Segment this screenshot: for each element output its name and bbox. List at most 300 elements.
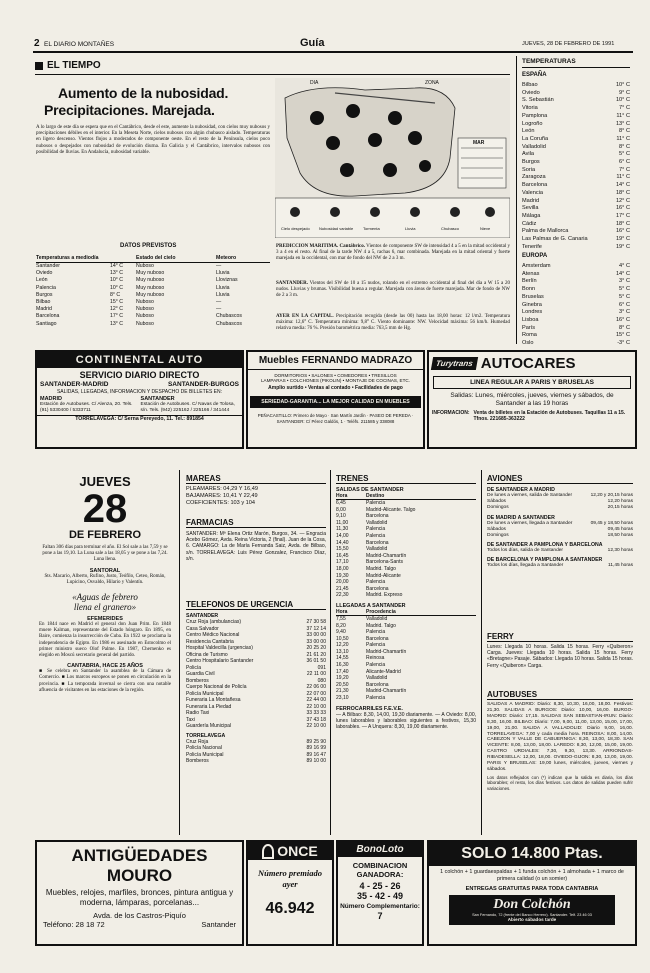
city-temp: 6° C <box>619 301 630 308</box>
datos-cell: 8° C <box>110 291 121 298</box>
temp-row <box>522 228 630 236</box>
city-temp: 18° C <box>615 189 630 196</box>
train-destination: Palencia <box>366 532 386 539</box>
train-destination: Palencia <box>366 526 386 533</box>
phone-number: 37 12 14 <box>306 625 326 632</box>
continental-madrid: MADRID Estación de Autobuses. C/ Alenza, 20. Tels. (91) 5330400 / 5333711 <box>40 396 133 413</box>
datos-cell: Madrid <box>36 306 52 313</box>
phone-label: Hospital Valdecilla (urgencias) <box>186 645 253 651</box>
train-destination: Madrid. Expreso <box>366 592 403 599</box>
datos-header: Temperaturas a mediodía Estado del cielo Meteoro <box>36 254 270 263</box>
autobuses-note: Los datos reflejados con (*) indican que la salida es diaria, los días laborables; el resto, los días festivos. Los datos de salidas pueden sufrir variaciones. <box>487 774 633 791</box>
train-row <box>336 682 476 689</box>
city-name: S. Sebastián <box>522 97 554 104</box>
train-destination: Madrid-Chamartín <box>366 552 407 559</box>
aviones-block <box>487 474 633 570</box>
once-number: 46.942 <box>265 900 315 917</box>
city-temp: 10° C <box>615 82 630 88</box>
train-row <box>336 553 476 560</box>
farmacias-title: FARMACIAS <box>186 518 234 527</box>
temp-row <box>522 121 630 129</box>
datos-cell: Lluvia <box>216 284 230 291</box>
datos-cell: 13° C <box>110 320 124 327</box>
aviones-list <box>487 484 633 570</box>
continental-brand: CONTINENTAL AUTO <box>37 352 242 368</box>
datos-cell: Lluvia <box>216 291 230 298</box>
europa-temps <box>522 263 630 348</box>
datos-cell: — <box>216 299 222 306</box>
once-brand: ONCE <box>248 842 332 860</box>
continental-ad <box>35 350 244 449</box>
datos-title: DATOS PREVISTOS <box>120 243 177 249</box>
temp-row <box>522 167 630 175</box>
phone-number: 33 33 33 <box>306 710 326 716</box>
bonoloto-title: COMBINACION GANADORA: <box>352 861 408 879</box>
datos-cell: 10° C <box>110 277 124 284</box>
cal-weekday: JUEVES <box>79 474 131 489</box>
city-name: Palma de Mallorca <box>522 228 569 235</box>
salidas-title: SALIDAS DE SANTANDER <box>336 487 404 493</box>
datos-cell: Lloviznas <box>216 277 238 284</box>
colchon-hours: Abierto sábados tarde <box>507 917 557 923</box>
train-row <box>336 623 476 630</box>
mareas-block <box>186 474 326 507</box>
city-temp: 11° C <box>616 112 630 119</box>
phone-label: Funeraria La Montañesa <box>186 697 241 703</box>
city-temp: 10° C <box>615 97 630 104</box>
train-row <box>336 546 476 553</box>
flight-time: 09,45 horas <box>607 526 633 532</box>
temp-row <box>522 105 630 113</box>
train-time: 11,00 <box>336 519 349 526</box>
train-row <box>336 636 476 643</box>
city-temp: -3° C <box>617 340 630 347</box>
train-time: 9,10 <box>336 513 346 520</box>
datos-row <box>36 292 270 299</box>
map-label-dia: DIA <box>310 80 319 86</box>
train-destination: Barcelona-Sants <box>366 559 403 566</box>
train-destination: Madrid-Alicante <box>366 572 401 579</box>
flight-row <box>487 548 633 554</box>
colchon-ad <box>427 840 637 946</box>
datos-cell: — <box>216 306 222 313</box>
flight-label: Sábados <box>487 499 506 505</box>
datos-row <box>36 270 270 277</box>
madrazo-footer: PEÑACASTILLO: Primero de Mayo · San Martín Jardín · PASEO DE PEREDA · SANTANDER: C/ Pérez Galdós, 1 · Teléfs. 211585 y 338088 <box>257 413 414 424</box>
city-name: Valladolid <box>522 143 546 150</box>
page-number: 2 <box>34 38 40 49</box>
temp-row <box>522 236 630 244</box>
city-temp: 3° C <box>619 278 630 285</box>
train-time: 9,40 <box>336 629 346 636</box>
phone-label: Centro Médico Nacional <box>186 632 240 638</box>
temp-row <box>522 144 630 152</box>
mouro-text: Muebles, relojes, marfiles, bronces, pintura antigua y moderna, lámparas, porcelanas... <box>45 888 234 907</box>
city-name: Avila <box>522 151 535 158</box>
city-name: Málaga <box>522 212 541 219</box>
farmacias-rule <box>186 527 326 528</box>
datos-row <box>36 285 270 292</box>
train-time: 7,55 <box>336 615 346 622</box>
train-row <box>336 526 476 533</box>
temp-row <box>522 90 630 98</box>
train-row <box>336 592 476 599</box>
temp-row <box>522 325 630 333</box>
llegadas-title: LLEGADAS A SANTANDER <box>336 602 406 609</box>
datos-cell: Nuboso <box>136 320 154 327</box>
datos-rows <box>36 263 270 328</box>
datos-cell: Palencia <box>36 284 56 291</box>
col-divider-3 <box>481 470 482 835</box>
datos-cell: 13° C <box>110 270 124 277</box>
city-name: Cádiz <box>522 220 537 227</box>
train-row <box>336 629 476 636</box>
col-divider-2 <box>330 470 331 835</box>
phone-number: 89 10 00 <box>306 758 326 764</box>
autobuses-rule <box>487 699 633 700</box>
city-name: La Coruña <box>522 135 549 142</box>
continental-footer: TORRELAVEGA: C/ Serna Pereyedo, 11. Tel.: 891854 <box>37 415 242 422</box>
urgencias-santander-title: SANTANDER <box>186 613 219 619</box>
phone-number: 89 16 47 <box>306 751 326 758</box>
urgencias-torrelavega-list <box>186 739 326 765</box>
train-destination: Madrid-Alicante. Talgo <box>366 506 416 513</box>
train-row <box>336 579 476 586</box>
turytrans-header <box>429 352 635 375</box>
city-temp: 14° C <box>615 270 630 277</box>
datos-cell: 15° C <box>110 299 124 306</box>
city-name: Amsterdam <box>522 263 551 269</box>
train-time: 19,20 <box>336 675 349 682</box>
trenes-title: TRENES <box>336 474 369 483</box>
temp-row <box>522 263 630 271</box>
city-temp: 13° C <box>615 120 630 127</box>
phone-number: 36 01 50 <box>306 658 326 664</box>
train-destination: Palencia <box>366 695 386 702</box>
phone-label: Policía Municipal <box>186 690 224 697</box>
train-time: 22,30 <box>336 592 349 599</box>
urgencias-block <box>186 600 326 765</box>
phone-number: 89 16 99 <box>306 745 326 751</box>
flight-time: 09,45 y 18,50 horas <box>590 520 633 526</box>
train-destination: Madrid. Talgo <box>366 565 396 572</box>
train-destination: Barcelona <box>366 585 389 592</box>
mouro-address: Avda. de los Castros-Piquío <box>93 911 186 920</box>
train-destination: Palencia <box>366 629 386 636</box>
header-rule <box>33 51 633 53</box>
datos-cell: Muy nuboso <box>136 270 165 277</box>
train-time: 21,30 <box>336 688 349 695</box>
train-time: 16,45 <box>336 552 349 559</box>
colchon-entregas: ENTREGAS GRATUITAS PARA TODA CANTABRIA <box>465 885 599 892</box>
phone-label: Oficina de Turismo <box>186 651 228 658</box>
flight-row <box>487 563 633 569</box>
mareas-title: MAREAS <box>186 474 221 483</box>
weather-map <box>275 78 510 238</box>
city-temp: 17° C <box>615 212 630 219</box>
city-name: Sevilla <box>522 205 539 212</box>
datos-cell: Nuboso <box>136 313 154 320</box>
city-temp: 7° C <box>619 105 630 112</box>
phone-number: 21 61 20 <box>306 651 326 658</box>
phone-number: 22 10 00 <box>306 703 326 710</box>
train-time: 21,45 <box>336 585 349 592</box>
temp-row <box>522 340 630 348</box>
phone-label: Policía Municipal <box>186 751 224 758</box>
city-name: Vitoria <box>522 105 538 112</box>
temp-row <box>522 213 630 221</box>
train-time: 8,20 <box>336 622 346 629</box>
city-temp: 16° C <box>615 205 630 212</box>
city-temp: 9° C <box>619 89 630 96</box>
train-time: 15,50 <box>336 546 349 553</box>
train-row <box>336 675 476 682</box>
turytrans-brand: Turytrans <box>431 357 478 370</box>
datos-cell: — <box>216 263 222 269</box>
city-temp: 11° C <box>616 135 630 142</box>
legend-4: Lluvia <box>405 226 416 231</box>
phone-number: 37 43 18 <box>306 716 326 723</box>
city-temp: 15° C <box>615 332 630 339</box>
temp-row <box>522 317 630 325</box>
datos-cell: Oviedo <box>36 270 53 277</box>
once-ad <box>246 840 334 946</box>
continental-subtitle: SALIDAS, LLEGADAS, INFORMACION Y DESPACHO DE BILLETES EN: <box>56 389 223 395</box>
train-time: 20,00 <box>336 579 349 586</box>
phone-label: Guardería Municipal <box>186 723 232 729</box>
city-temp: 19° C <box>615 243 630 250</box>
madrazo-line3: Amplio surtido • Ventas al contado • Facilidades de pago <box>268 385 403 391</box>
aviones-subtitle: DE BARCELONA Y PAMPLONA A SANTANDER <box>487 557 603 564</box>
bonoloto-comp: 7 <box>377 911 383 921</box>
aviones-subtitle: DE SANTANDER A MADRID <box>487 487 555 493</box>
datos-cell: 12° C <box>110 306 124 313</box>
bonoloto-numbers: 4 - 25 - 26 <box>359 881 401 891</box>
train-row <box>336 649 476 656</box>
urgencias-santander-list <box>186 619 326 730</box>
temps-divider <box>516 56 517 344</box>
bonoloto-comp-label: Número Complementario: <box>340 903 420 910</box>
flight-label: Todos los días, salida de Santander <box>487 548 564 554</box>
datos-cell: 14° C <box>110 263 124 269</box>
mouro-title: ANTIGÜEDADES MOURO <box>71 846 208 885</box>
datos-row <box>36 306 270 313</box>
city-name: Roma <box>522 332 537 339</box>
legend-5: Chubasco <box>441 226 460 231</box>
espana-title: ESPAÑA <box>522 72 547 78</box>
datos-cell: Lluvia <box>216 270 230 277</box>
city-name: León <box>522 128 535 135</box>
legend-2: Nubosidad variable <box>319 226 354 231</box>
city-name: París <box>522 324 536 331</box>
phone-label: Taxi <box>186 716 195 723</box>
city-name: Londres <box>522 309 543 316</box>
temp-row <box>522 136 630 144</box>
city-name: Burgos <box>522 159 540 166</box>
city-name: Pamplona <box>522 112 548 119</box>
train-destination: Valladolid <box>366 546 388 553</box>
phone-number: 89 25 90 <box>306 738 326 745</box>
legend-3: Tormenta <box>363 226 380 231</box>
train-row <box>336 688 476 695</box>
city-name: Logroño <box>522 120 543 127</box>
turytrans-text: Salidas: Lunes, miércoles, jueves, viernes y sábados, de Santander a las 19 horas <box>450 392 614 407</box>
train-time: 19,30 <box>336 572 349 579</box>
temp-row <box>522 113 630 121</box>
datos-cell: 17° C <box>110 313 124 320</box>
city-temp: 3° C <box>619 309 630 316</box>
urgencias-title: TELEFONOS DE URGENCIA <box>186 600 294 609</box>
train-row <box>336 662 476 669</box>
once-label: Número premiado ayer <box>258 868 322 889</box>
continental-routes: SANTANDER-MADRID SANTANDER-BURGOS <box>40 381 239 388</box>
prediccion-maritima: PREDICCION MARITIMA. Cantábrico. Vientos de componente SW de intensidad 4 a 5 en la mitad occidental y 3 a 4 en el resto. Al final de la tarde NW 4 a 5, rachas 6, mar combinada. Marejada en la mitad oriental y fuerte marejada en la occidental, con mar de fondo del NW de 2 a 3 m. <box>276 244 510 262</box>
salidas-list <box>336 500 476 599</box>
bonoloto-ad <box>336 840 424 946</box>
turytrans-ad <box>427 350 637 449</box>
datos-cell: Barcelona <box>36 313 60 320</box>
temp-row <box>522 294 630 302</box>
santoral-text: Sts. Macario, Alberto, Rufino, Justo, Teófilo, Ceteo, Román, Lupicino, Osvaldo, Hilario y Valentín. <box>44 573 166 585</box>
temp-row <box>522 190 630 198</box>
train-row <box>336 642 476 649</box>
datos-cell: Muy nuboso <box>136 291 165 298</box>
salidas-header: Hora Destino <box>336 493 476 500</box>
city-name: Valencia <box>522 189 544 196</box>
train-destination: Madrid-Chamartín <box>366 688 407 695</box>
city-name: Ginebra <box>522 301 542 308</box>
refran: «Aguas de febrero llena el granero» <box>72 592 138 613</box>
city-name: Bruselas <box>522 293 544 300</box>
flight-time: 12,20 y 20,15 horas <box>590 493 633 498</box>
city-name: Bonn <box>522 286 536 293</box>
phone-label: Radio Taxi <box>186 710 210 716</box>
temp-row <box>522 244 630 252</box>
city-name: Zaragoza <box>522 174 546 181</box>
train-time: 6,45 <box>336 500 346 506</box>
ferry-title: FERRY <box>487 632 514 641</box>
temps-rule <box>522 67 630 68</box>
datos-cell: Bilbao <box>36 299 51 306</box>
cantabria-text: ■ Se celebra en Santander la asamblea de la Cámara de Comercio. ■ Los marcos europeos se ponen en circulación en la provincia. ■ La temporada invernal se cierra con una notable afluencia de visitantes en las estaciones de la región. <box>39 669 171 693</box>
madrazo-line2: LAMPARAS • COLCHONES (PIKOLIN) • MONTAJE DE COCINAS, ETC. <box>260 378 411 383</box>
train-time: 14,55 <box>336 655 349 662</box>
mareas-lines: PLEAMARES: 04,29 Y 16,49 BAJAMARES: 10,41 Y 22,49 COEFICIENTES: 103 y 104 <box>186 486 258 506</box>
mouro-contact: Teléfono: 28 18 72 Santander <box>43 920 236 929</box>
temp-row <box>522 174 630 182</box>
phone-number: 22 11 00 <box>306 671 326 677</box>
ferry-rule <box>487 641 633 642</box>
datos-row <box>36 321 270 328</box>
phone-row <box>186 758 326 765</box>
temp-row <box>522 302 630 310</box>
aviones-subtitle: DE SANTANDER A PAMPLONA Y BARCELONA <box>487 542 603 549</box>
tiempo-rule <box>35 74 510 75</box>
prediccion-santander: SANTANDER. Vientos del SW de 10 a 15 nudos, rolando en el extremo occidental al final del día a W 15 a 20 nudos. Lluvias y brumas. Visibilidad buena a regular. Marejada con áreas de fuerte marejada. Mar de fondo de NW de 2 a 3 m. <box>276 281 510 299</box>
aviones-title: AVIONES <box>487 474 523 483</box>
city-name: Barcelona <box>522 182 548 189</box>
temp-row <box>522 221 630 229</box>
train-time: 14,40 <box>336 539 349 546</box>
train-time: 20,50 <box>336 681 349 688</box>
mouro-ad <box>35 840 244 946</box>
datos-row <box>36 299 270 306</box>
city-temp: 16° C <box>615 316 630 323</box>
square-bullet-icon <box>35 62 43 70</box>
datos-cell: Nuboso <box>136 263 154 269</box>
datos-cell: Muy nuboso <box>136 284 165 291</box>
turytrans-title: AUTOCARES <box>480 355 576 372</box>
datos-row <box>36 263 270 270</box>
autobuses-block <box>487 690 633 791</box>
train-destination: Valladolid <box>366 675 388 682</box>
train-row <box>336 586 476 593</box>
turytrans-line: LINEA REGULAR A PARIS Y BRUSELAS <box>433 376 631 389</box>
colchon-brand-box <box>449 895 615 926</box>
madrazo-ad <box>246 350 425 449</box>
col-divider-1 <box>179 470 180 835</box>
train-time: 23,10 <box>336 695 349 702</box>
train-destination: Madrid. Talgo <box>366 622 396 629</box>
train-row <box>336 513 476 520</box>
continental-santander: SANTANDER Estación de Autobuses. C/ Navas de Tolosa, s/n. Tels. (942) 225162 / 225166 / 341444 <box>140 396 235 413</box>
city-temp: 14° C <box>615 182 630 189</box>
datos-cell: 10° C <box>110 284 124 291</box>
flight-label: Domingos <box>487 533 509 539</box>
datos-table <box>36 254 270 328</box>
bonoloto-numbers-2: 35 - 42 - 49 <box>356 891 404 901</box>
city-name: Berlín <box>522 278 537 285</box>
flight-time: 20,15 horas <box>607 505 633 511</box>
phone-number: 091 <box>317 664 326 671</box>
farmacias-text: SANTANDER: Mª Elena Ortiz Marón, Burgos, 34. — Engracia Acebo Gómez, Avda. Reina Victoria, 2 (final). Juan de la Cosa, 6. CAMARGO: La de María Fernanda Saiz, Avda. de Bilbao, s/n. TORRELAVEGA: Luis Pérez Gonzalez, Francisco Díaz, s/n. <box>186 531 326 562</box>
headline-2: Precipitaciones. Marejada. <box>44 102 215 118</box>
train-time: 8,00 <box>336 506 346 513</box>
city-name: Oviedo <box>522 89 540 96</box>
flight-label: Todos los días, llegada a Santander <box>487 563 564 569</box>
phone-number: 22 10 00 <box>306 723 326 729</box>
datos-cell: Nuboso <box>136 299 154 306</box>
datos-cell: León <box>36 277 48 284</box>
autobuses-text: SALIDAS A MADRID: Diario: 8,30, 10,30, 16,00, 18,00. Festivos: 21,30. SALIDAS A BURGOS: Diario: 10,00, 16,00. BURGO-MADRID: Diario: 17,15. SALIDAS SAN SEBASTIAN-IRUN: Diario: 8,30, 16,00. BILBAO: Diario: 7,00, 9,00, 11,00, 13,00, 15,00, 17,00, 19,00, 21,00. SALIDA A VALLADOLID: Diario 9,00, 16,00. TORRELAVEGA: 7,00 y cada media hora. REINOSA: 8,00, 14,00. CABEZON Y VALLE DE CABUERNIGA: 8,30, 13,00, 18,30. SAN VICENTE: 8,00, 13,00, 18,00. LAREDO: 8,30, 12,00, 15,00, 19,00. CASTRO URDIALES: 7,30, 9,30, 13,30. ARRIONDAS-RIBADESELLA: 12,00, 18,00. OVIEDO-GIJON: 8,30, 13,00, 19,00. PARIS Y BRUSELAS: 19,00 lunes, miércoles, jueves, viernes y sábados. <box>487 702 633 772</box>
calendario-box <box>35 472 175 835</box>
cal-month: DE FEBRERO <box>68 529 142 541</box>
city-temp: 4° C <box>619 263 630 269</box>
phone-number: 33 00 00 <box>306 632 326 638</box>
farmacias-block <box>186 518 326 562</box>
europa-title: EUROPA <box>522 253 548 259</box>
phone-number: 22 06 00 <box>306 684 326 690</box>
phone-label: Cruz Roja (ambulancias) <box>186 619 242 625</box>
train-time: 11,30 <box>336 526 349 533</box>
flight-label: Sábados <box>487 526 506 532</box>
headline-1: Aumento de la nubosidad. <box>58 85 229 101</box>
phone-label: Centro Hospitalario Santander <box>186 658 254 664</box>
temp-row <box>522 97 630 105</box>
phone-label: Cuerpo Nacional de Policía <box>186 684 247 690</box>
flight-label: Domingos <box>487 505 509 511</box>
flight-time: 12,20 horas <box>607 499 633 505</box>
phone-label: Bomberos <box>186 758 209 764</box>
section-title: Guía <box>300 37 325 49</box>
phone-number: 22 44 00 <box>306 697 326 703</box>
colchon-price: SOLO 14.800 Ptas. <box>429 842 635 866</box>
train-destination: Palencia <box>366 500 386 506</box>
city-temp: 12° C <box>615 197 630 204</box>
trenes-rule <box>336 483 476 484</box>
llegadas-header: Hora Procedencia <box>336 609 476 616</box>
phone-label: Funeraria La Piedad <box>186 703 232 710</box>
